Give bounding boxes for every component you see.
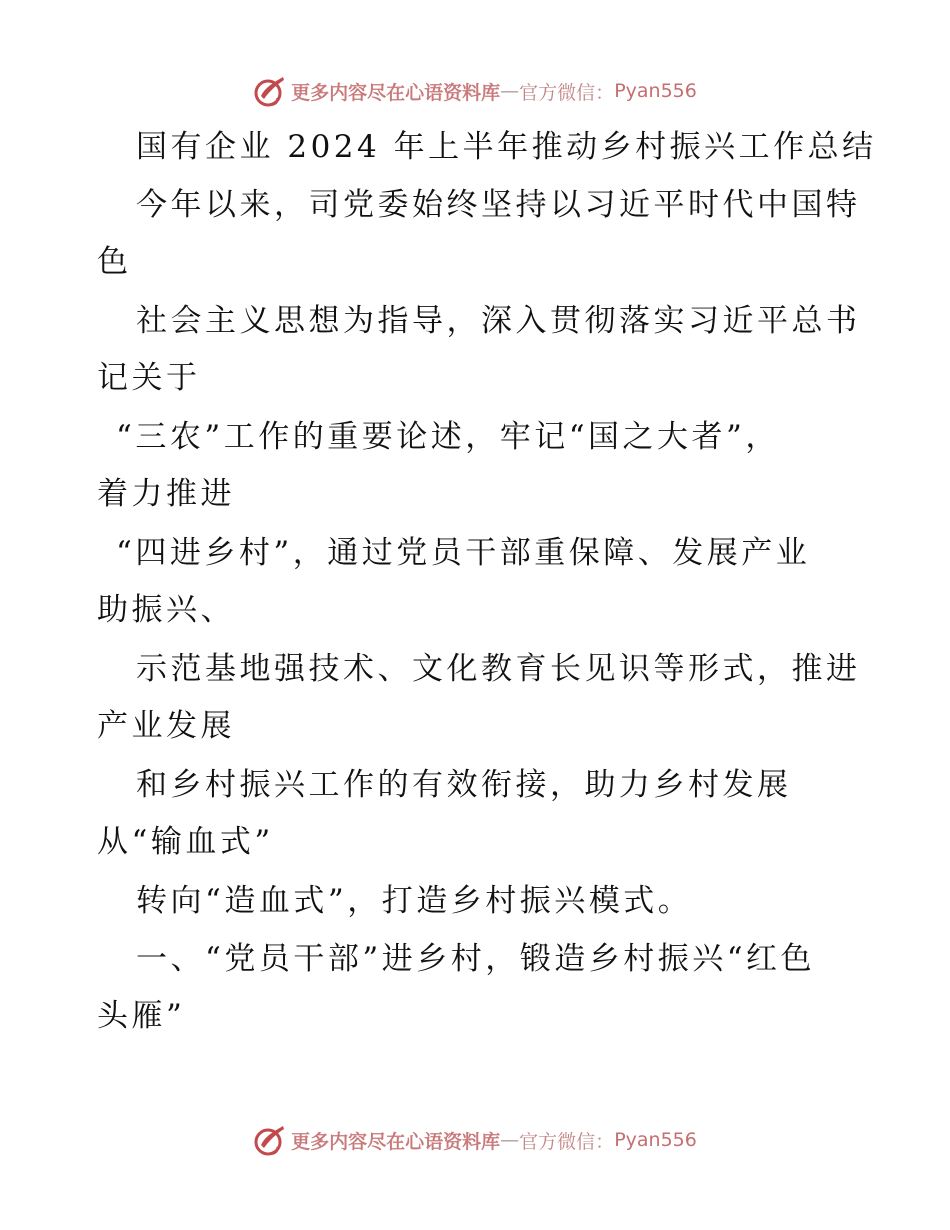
watermark-main-text: 更多内容尽在心语资料库 — [291, 81, 501, 104]
watermark-wechat-id: Pyan556 — [614, 80, 697, 102]
pen-logo-icon — [253, 74, 287, 108]
watermark-wechat-label: 官方微信： — [519, 1130, 615, 1153]
header-watermark — [0, 71, 950, 111]
paragraph-line: 记关于 — [97, 360, 201, 396]
paragraph-line: 示范基地强技术、文化教育长见识等形式，推进 — [136, 651, 861, 687]
watermark-main-text: 更多内容尽在心语资料库 — [291, 1130, 501, 1153]
watermark-wechat-label: 官方微信： — [519, 81, 615, 104]
paragraph-line: “三农”工作的重要论述，牢记“国之大者”， — [116, 419, 780, 455]
watermark-dash: — — [500, 80, 520, 102]
section-heading: 一、“党员干部”进乡村，锻造乡村振兴“红色 — [136, 941, 816, 977]
pen-logo-icon — [253, 1123, 287, 1157]
paragraph-line: 和乡村振兴工作的有效衔接，助力乡村发展 — [136, 767, 792, 803]
paragraph-line: 着力推进 — [97, 476, 235, 512]
paragraph-line: “四进乡村”，通过党员干部重保障、发展产业 — [116, 535, 811, 571]
paragraph-line: 转向“造血式”，打造乡村振兴模式。 — [136, 883, 693, 919]
paragraph-line: 今年以来，司党委始终坚持以习近平时代中国特 — [136, 187, 861, 223]
paragraph-line: 从“输血式” — [97, 824, 274, 860]
document-title: 国有企业 2024 年上半年推动乡村振兴工作总结 — [136, 129, 877, 165]
paragraph-line: 产业发展 — [97, 708, 235, 744]
paragraph-line: 色 — [97, 244, 132, 280]
paragraph-line: 助振兴、 — [97, 592, 235, 628]
section-heading-continued: 头雁” — [97, 998, 186, 1034]
footer-watermark — [0, 1120, 950, 1160]
watermark-wechat-id: Pyan556 — [614, 1129, 697, 1151]
watermark-dash: — — [500, 1129, 520, 1151]
paragraph-line: 社会主义思想为指导，深入贯彻落实习近平总书 — [136, 303, 861, 339]
